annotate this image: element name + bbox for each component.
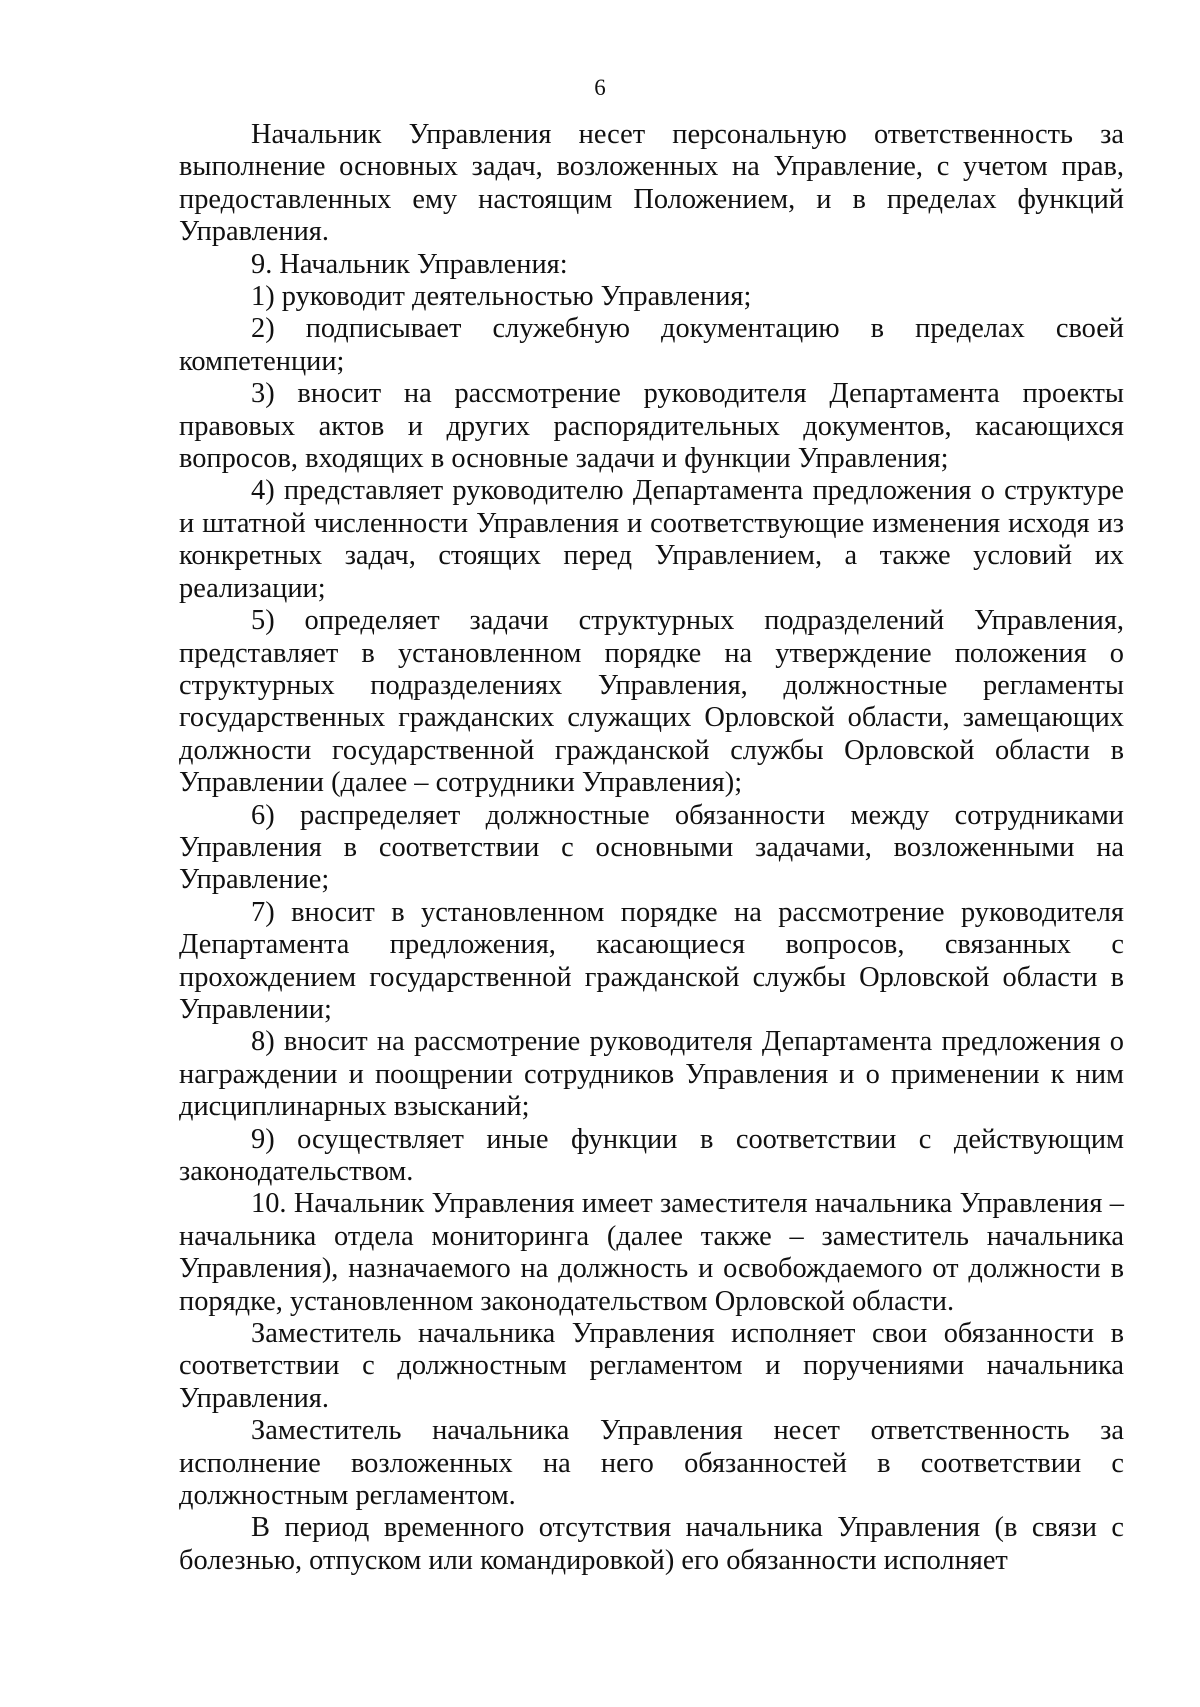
paragraph-temporary-absence: В период временного отсутствия начальника Управления (в связи с болезнью, отпуском или командировкой) его обязанности исполняет — [179, 1512, 1124, 1576]
page-number: 6 — [594, 75, 606, 100]
list-item-9: 9) осуществляет иные функции в соответствии с действующим законодательством. — [179, 1123, 1124, 1187]
list-item-7: 7) вносит в установленном порядке на рассмотрение руководителя Департамента предложения, касающиеся вопросов, связанных с прохождением государственной гражданской службы Орловской области в Управлении; — [179, 896, 1124, 1025]
paragraph-section-9-title: 9. Начальник Управления: — [251, 248, 568, 280]
paragraph-head-responsibility: Начальник Управления несет персональную ответственность за выполнение основных задач, возложенных на Управление, с учетом прав, предоставленных ему настоящим Положением, и в пределах функций Управления. — [179, 119, 1124, 248]
list-item-3: 3) вносит на рассмотрение руководителя Департамента проекты правовых актов и других распорядительных документов, касающихся вопросов, входящих в основные задачи и функции Управления; — [179, 378, 1124, 475]
paragraph-section-10: 10. Начальник Управления имеет заместителя начальника Управления – начальника отдела мониторинга (далее также – заместитель начальника Управления), назначаемого на должность и освобождаемого от должности в порядке, установленном законодательством Орловской области. — [179, 1188, 1124, 1317]
list-item-1: 1) руководит деятельностью Управления; — [251, 281, 752, 313]
paragraph-deputy-duties: Заместитель начальника Управления исполняет свои обязанности в соответствии с должностным регламентом и поручениями начальника Управления. — [179, 1318, 1124, 1414]
list-item-2: 2) подписывает служебную документацию в пределах своей компетенции; — [179, 313, 1124, 377]
document-body — [179, 119, 1124, 1577]
list-item-4: 4) представляет руководителю Департамента предложения о структуре и штатной численности Управления и соответствующие изменения исходя из конкретных задач, стоящих перед Управлением, а также условий их реализации; — [179, 475, 1124, 604]
paragraph-deputy-responsibility: Заместитель начальника Управления несет ответственность за исполнение возложенных на него обязанностей в соответствии с должностным регламентом. — [179, 1415, 1124, 1512]
list-item-6: 6) распределяет должностные обязанности между сотрудниками Управления в соответствии с основными задачами, возложенными на Управление; — [179, 799, 1124, 896]
list-item-8: 8) вносит на рассмотрение руководителя Департамента предложения о награждении и поощрении сотрудников Управления и о применении к ним дисциплинарных взысканий; — [179, 1026, 1124, 1123]
list-item-5: 5) определяет задачи структурных подразделений Управления, представляет в установленном порядке на утверждение положения о структурных подразделениях Управления, должностные регламенты государственных гражданских служащих Орловской области, замещающих должности государственной гражданской службы Орловской области в Управлении (далее – сотрудники Управления); — [179, 605, 1124, 799]
